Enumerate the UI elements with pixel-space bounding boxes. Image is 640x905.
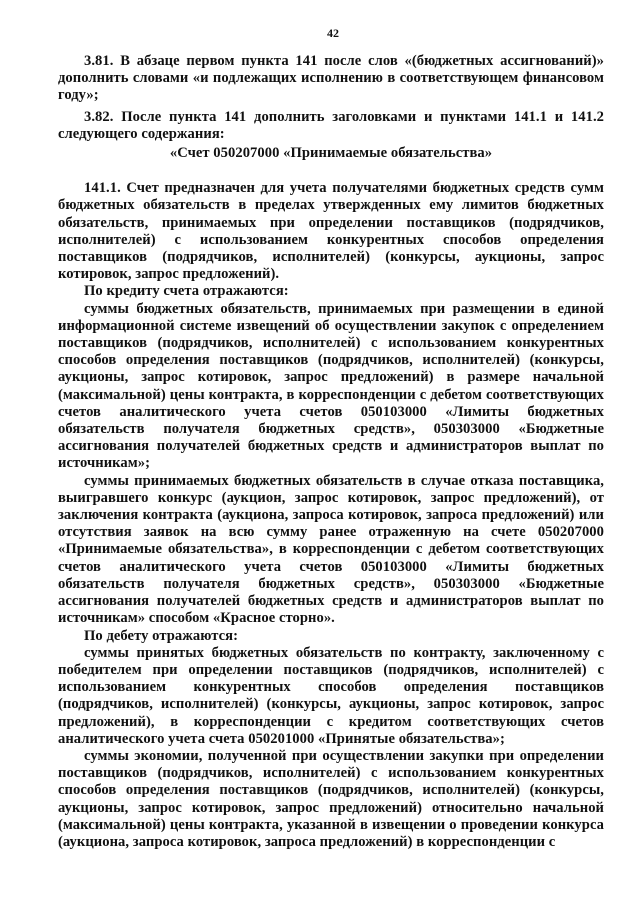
debit-item-1: суммы принятых бюджетных обязательств по контракту, заключенному с победителем при определении поставщиков (подрядчиков, исполнителей) с использованием конкурентных способов определения поставщиков (подрядчиков, исполнителей) (конкурсы, аукционы, запрос котировок, запрос предложений), в корреспонденции с кредитом соответствующих счетов аналитического учета счета 050201000 «Принятые обязательства»; xyxy=(58,644,604,747)
paragraph-3-82: 3.82. После пункта 141 дополнить заголовками и пунктами 141.1 и 141.2 следующего содержания: xyxy=(58,108,604,142)
credit-item-2: суммы принимаемых бюджетных обязательств в случае отказа поставщика, выигравшего конкурс (аукцион, запрос котировок, запрос предложений), от заключения контракта (аукциона, запроса котировок, запроса предложений) или отсутствия заявок на всю сумму ранее отраженную на счете 050207000 «Принимаемые обязательства», в корреспонденции с дебетом соответствующих счетов аналитического учета счетов 050103000 «Лимиты бюджетных обязательств получателя бюджетных средств», 050303000 «Бюджетные ассигнования получателей бюджетных средств и администраторов выплат по источникам» способом «Красное сторно». xyxy=(58,472,604,627)
credit-intro: По кредиту счета отражаются: xyxy=(84,283,289,300)
debit-item-2: суммы экономии, полученной при осуществлении закупки при определении поставщиков (подрядчиков, исполнителей) с использованием конкурентных способов определения поставщиков (подрядчиков, исполнителей) (конкурсы, аукционы, запрос котировок, запрос предложений) относительно начальной (максимальной) цены контракта, указанной в извещении о проведении конкурса (аукциона, запроса котировок, запроса предложений) в корреспонденции с xyxy=(58,747,604,850)
page-number: 42 xyxy=(327,26,339,40)
paragraph-3-81: 3.81. В абзаце первом пункта 141 после слов «(бюджетных ассигнований)» дополнить словами «и подлежащих исполнению в соответствующем финансовом году»; xyxy=(58,53,604,104)
credit-item-1: суммы бюджетных обязательств, принимаемых при размещении в единой информационной системе извещений об осуществлении закупок с определением поставщиков (подрядчиков, исполнителей) с использованием конкурентных способов определения поставщиков (подрядчиков, исполнителей) (конкурсы, аукционы, запрос котировок, запрос предложений) в размере начальной (максимальной) цены контракта, в корреспонденции с дебетом соответствующих счетов аналитического учета счетов 050103000 «Лимиты бюджетных обязательств получателя бюджетных средств», 050303000 «Бюджетные ассигнования получателей бюджетных средств и администраторов выплат по источникам»; xyxy=(58,300,604,472)
debit-intro: По дебету отражаются: xyxy=(84,627,238,644)
paragraph-141-1: 141.1. Счет предназначен для учета получателями бюджетных средств сумм бюджетных обязательств в пределах утвержденных ему лимитов бюджетных обязательств, принимаемых при определении поставщиков (подрядчиков, исполнителей) с использованием конкурентных способов определения поставщиков (подрядчиков, исполнителей) (конкурсы, аукционы, запрос котировок, запрос предложений). xyxy=(58,180,604,283)
account-heading: «Счет 050207000 «Принимаемые обязательства» xyxy=(169,145,493,162)
